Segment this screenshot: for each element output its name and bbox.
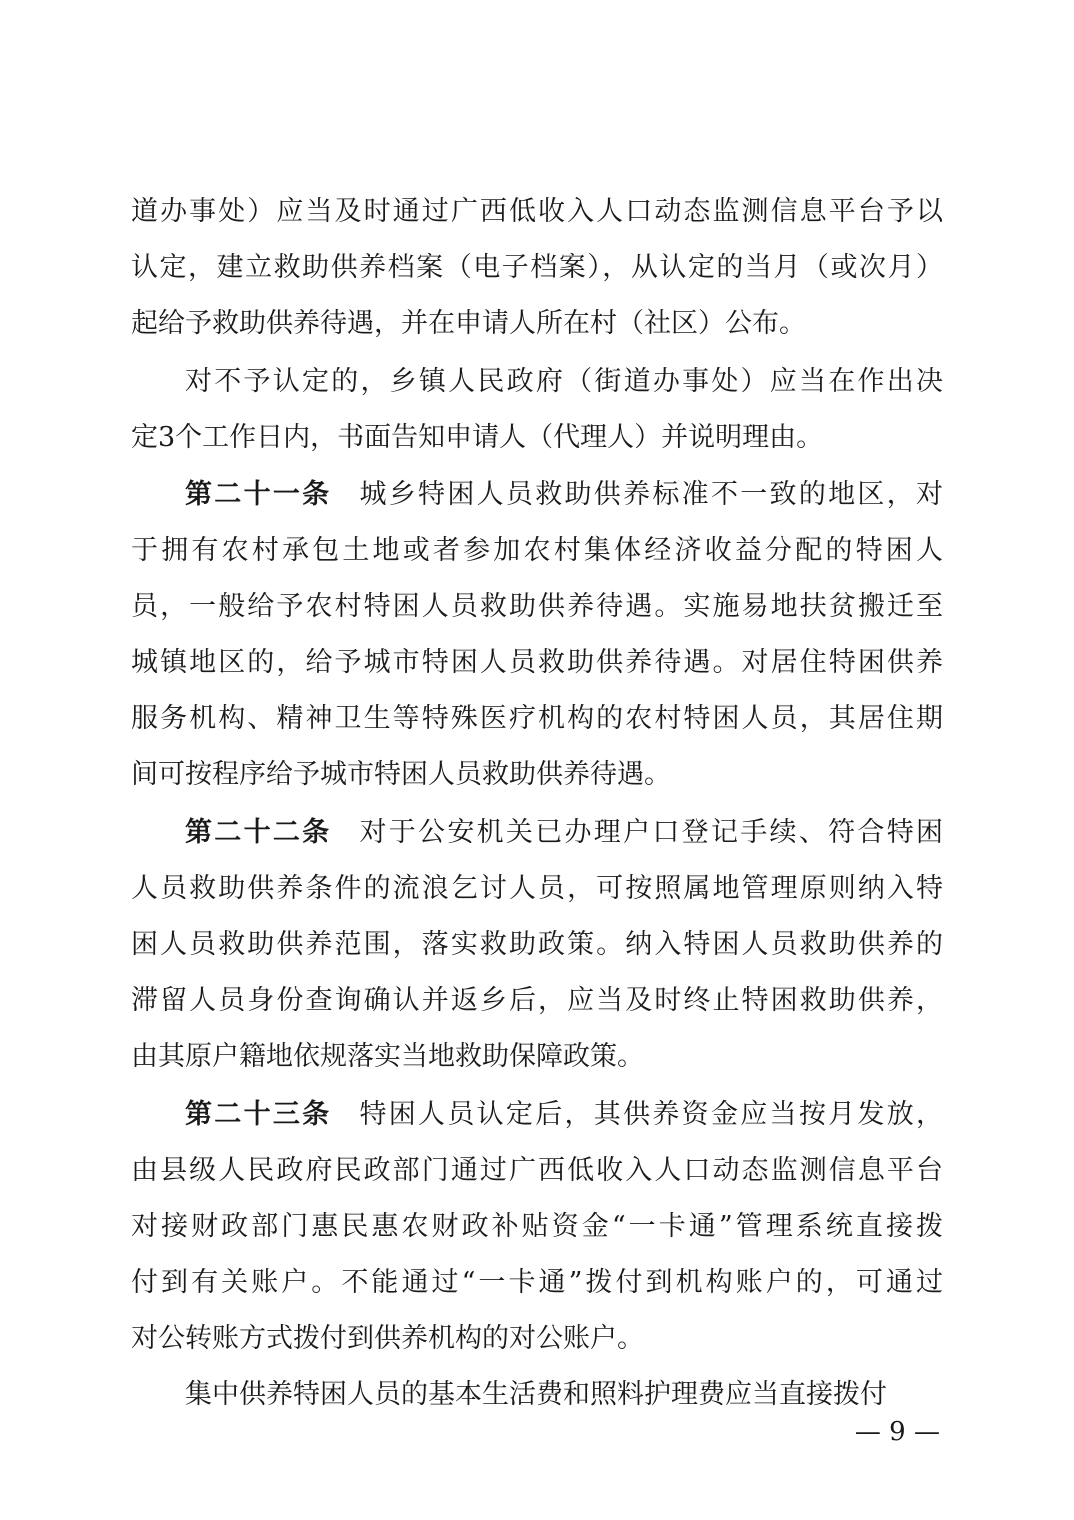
text-line: 定3个工作日内，书面告知申请人（代理人）并说明理由。 [131, 422, 824, 453]
text-line: 间可按程序给予城市特困人员救助供养待遇。 [131, 759, 671, 790]
text-line: 对接财政部门惠民惠农财政补贴资金“一卡通”管理系统直接拨 [131, 1211, 943, 1242]
text-line: 人员救助供养条件的流浪乞讨人员，可按照属地管理原则纳入特 [131, 873, 943, 904]
text-line: 付到有关账户。不能通过“一卡通”拨付到机构账户的，可通过 [131, 1267, 943, 1298]
text-line: 由县级人民政府民政部门通过广西低收入人口动态监测信息平台 [131, 1155, 943, 1186]
article-21-heading: 第二十一条 [185, 479, 332, 510]
text-line: 城镇地区的，给予城市特困人员救助供养待遇。对居住特困供养 [131, 647, 943, 678]
article-22-heading: 第二十二条 [185, 817, 332, 848]
text-line: 滞留人员身份查询确认并返乡后，应当及时终止特困救助供养， [131, 985, 943, 1016]
text-line: 道办事处）应当及时通过广西低收入人口动态监测信息平台予以 [131, 196, 943, 227]
paragraph-first-line: 对不予认定的，乡镇人民政府（街道办事处）应当在作出决 [185, 366, 943, 397]
article-23-heading: 第二十三条 [185, 1099, 332, 1130]
article-21-first-line [185, 471, 943, 519]
text-line: 对公转账方式拨付到供养机构的对公账户。 [131, 1323, 644, 1354]
article-22-first-line [185, 809, 943, 857]
paragraph-first-line: 集中供养特困人员的基本生活费和照料护理费应当直接拨付 [185, 1379, 887, 1410]
text-line: 困人员救助供养范围，落实救助政策。纳入特困人员救助供养的 [131, 929, 943, 960]
article-21-text: 城乡特困人员救助供养标准不一致的地区，对 [359, 479, 943, 510]
article-22-text: 对于公安机关已办理户口登记手续、符合特困 [359, 817, 943, 848]
text-line: 认定，建立救助供养档案（电子档案），从认定的当月（或次月） [131, 252, 943, 283]
text-line: 于拥有农村承包土地或者参加农村集体经济收益分配的特困人 [131, 535, 943, 566]
text-line: 服务机构、精神卫生等特殊医疗机构的农村特困人员，其居住期 [131, 703, 943, 734]
text-line: 员，一般给予农村特困人员救助供养待遇。实施易地扶贫搬迁至 [131, 591, 943, 622]
page-number: — 9 — [854, 1417, 940, 1447]
article-23-first-line [185, 1091, 943, 1139]
text-line: 起给予救助供养待遇，并在申请人所在村（社区）公布。 [131, 308, 806, 339]
text-line: 由其原户籍地依规落实当地救助保障政策。 [131, 1041, 644, 1072]
article-23-text: 特困人员认定后，其供养资金应当按月发放， [359, 1099, 943, 1130]
